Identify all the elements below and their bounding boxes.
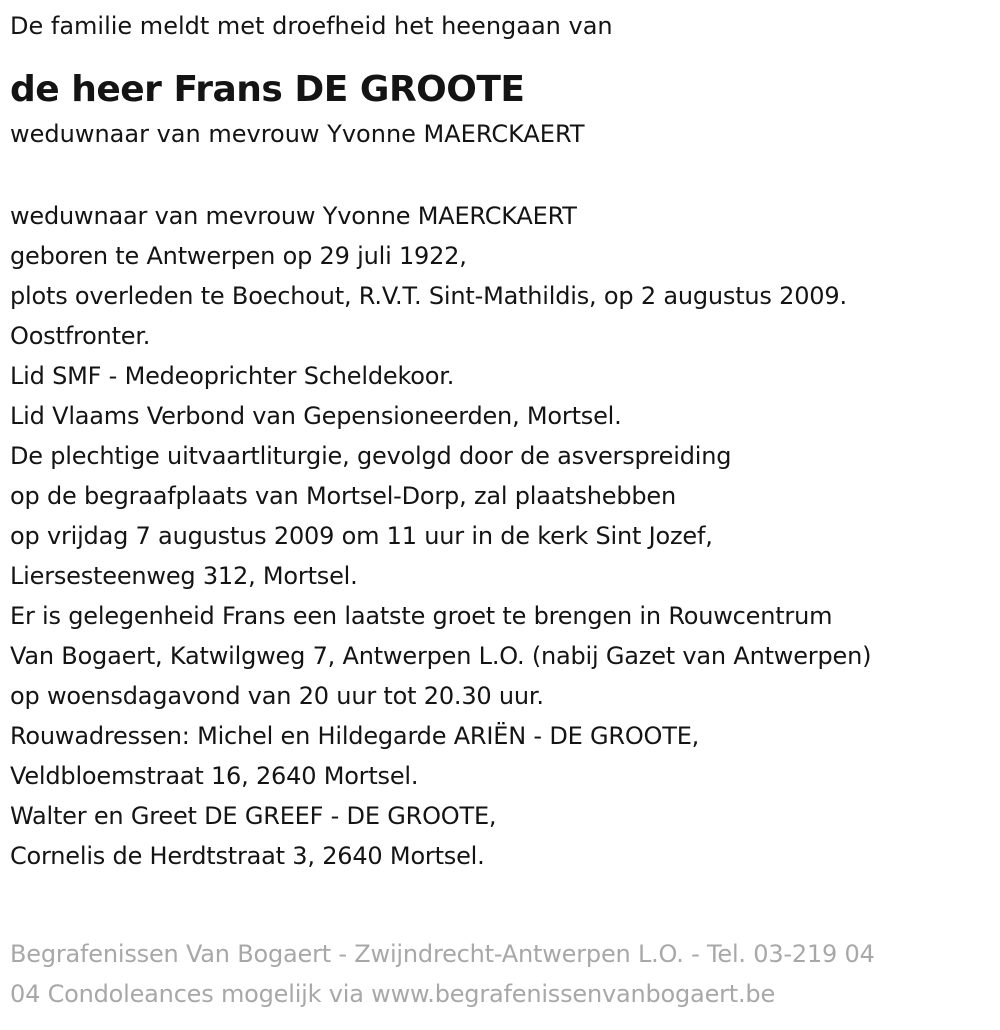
footer-line-2: 04 Condoleances mogelijk via www.begrafenissenvanbogaert.be [10, 980, 776, 1008]
body-line: Van Bogaert, Katwilgweg 7, Antwerpen L.O. (nabij Gazet van Antwerpen) [10, 642, 872, 670]
body-line: Rouwadressen: Michel en Hildegarde ARIËN - DE GROOTE, [10, 722, 700, 750]
body-line: weduwnaar van mevrouw Yvonne MAERCKAERT [10, 202, 577, 230]
deceased-name: de heer Frans DE GROOTE [10, 69, 525, 110]
body-line: op vrijdag 7 augustus 2009 om 11 uur in de kerk Sint Jozef, [10, 522, 713, 550]
body-line: op woensdagavond van 20 uur tot 20.30 uur. [10, 682, 544, 710]
intro-text: De familie meldt met droefheid het heengaan van [10, 12, 613, 40]
body-line: geboren te Antwerpen op 29 juli 1922, [10, 242, 467, 270]
body-line: Walter en Greet DE GREEF - DE GROOTE, [10, 802, 497, 830]
funeral-home-footer [10, 934, 990, 1014]
footer-line-1: Begrafenissen Van Bogaert - Zwijndrecht-Antwerpen L.O. - Tel. 03-219 04 [10, 940, 875, 968]
body-line: Liersesteenweg 312, Mortsel. [10, 562, 358, 590]
body-line: Er is gelegenheid Frans een laatste groet te brengen in Rouwcentrum [10, 602, 833, 630]
body-line: plots overleden te Boechout, R.V.T. Sint-Mathildis, op 2 augustus 2009. [10, 282, 847, 310]
body-line: De plechtige uitvaartliturgie, gevolgd door de asverspreiding [10, 442, 732, 470]
body-line: Lid SMF - Medeoprichter Scheldekoor. [10, 362, 455, 390]
body-line: Veldbloemstraat 16, 2640 Mortsel. [10, 762, 419, 790]
body-line: Cornelis de Herdtstraat 3, 2640 Mortsel. [10, 842, 485, 870]
notice-body [10, 196, 995, 876]
body-line: Lid Vlaams Verbond van Gepensioneerden, Mortsel. [10, 402, 622, 430]
death-notice [10, 8, 995, 876]
body-line: Oostfronter. [10, 322, 151, 350]
widower-subtitle: weduwnaar van mevrouw Yvonne MAERCKAERT [10, 120, 585, 148]
body-line: op de begraafplaats van Mortsel-Dorp, zal plaatshebben [10, 482, 676, 510]
